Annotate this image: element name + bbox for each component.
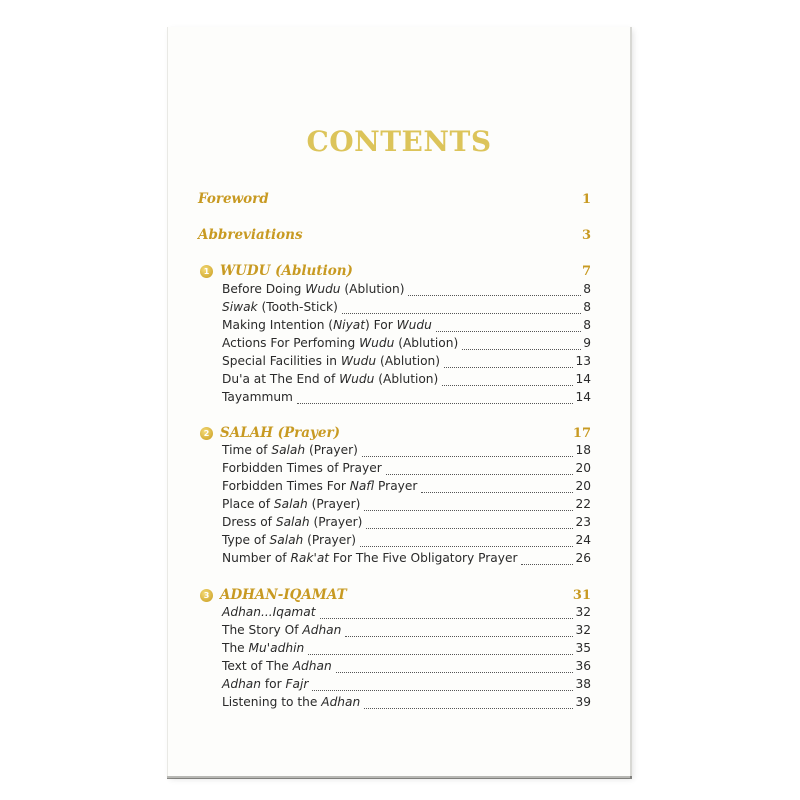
- toc-entry[interactable]: [222, 336, 591, 354]
- toc-entry-page: 22: [575, 497, 591, 511]
- toc-entry-foreword[interactable]: [198, 191, 591, 207]
- dot-leader: [297, 403, 574, 404]
- toc-entry-page: 3: [581, 227, 591, 243]
- toc-entry-label: Actions For Perfoming Wudu (Ablution): [222, 336, 459, 350]
- toc-entry-page: 8: [583, 282, 591, 296]
- dot-leader: [342, 313, 581, 314]
- toc-entry[interactable]: [222, 300, 591, 318]
- chapter-number-badge-icon: 2: [200, 427, 213, 440]
- toc-entry-page: 8: [583, 318, 591, 332]
- dot-leader: [362, 456, 574, 457]
- toc-entry-page: 24: [575, 533, 591, 547]
- toc-entry[interactable]: [222, 461, 591, 479]
- chapter-page: 31: [572, 587, 591, 603]
- dot-leader: [386, 474, 574, 475]
- toc-entry[interactable]: [222, 677, 591, 695]
- dot-leader: [360, 546, 573, 547]
- dot-leader: [312, 690, 573, 691]
- page-title: CONTENTS: [306, 125, 492, 158]
- toc-entry-label: Dress of Salah (Prayer): [222, 515, 363, 529]
- toc-entry-page: 26: [575, 551, 591, 565]
- toc-entry-label: Abbreviations: [198, 227, 303, 243]
- toc-entry-label: Text of The Adhan: [222, 659, 332, 673]
- chapter-title: SALAH (Prayer): [220, 425, 340, 441]
- toc-entry[interactable]: [222, 372, 591, 390]
- toc-entry[interactable]: [222, 354, 591, 372]
- toc-entry-label: The Story Of Adhan: [222, 623, 342, 637]
- toc-entry[interactable]: [222, 515, 591, 533]
- toc-entry-page: 8: [583, 300, 591, 314]
- dot-leader: [442, 385, 573, 386]
- toc-entry-abbreviations[interactable]: [198, 227, 591, 243]
- toc-entry[interactable]: [222, 533, 591, 551]
- chapter-entries-salah: [222, 443, 591, 569]
- toc-entry-page: 20: [575, 461, 591, 475]
- dot-leader: [462, 349, 581, 350]
- dot-leader: [366, 528, 573, 529]
- book-page: [167, 27, 630, 776]
- dot-leader: [308, 654, 573, 655]
- dot-leader: [364, 708, 573, 709]
- chapter-page: 17: [572, 425, 591, 441]
- chapter-title: ADHAN-IQAMAT: [220, 587, 347, 603]
- dot-leader: [364, 510, 573, 511]
- toc-entry[interactable]: [222, 282, 591, 300]
- toc-entry[interactable]: [222, 551, 591, 569]
- chapter-heading-adhan-iqamat[interactable]: [200, 587, 591, 603]
- toc-entry-label: Number of Rak'at For The Five Obligatory Prayer: [222, 551, 518, 565]
- toc-entry-label: Forbidden Times For Nafl Prayer: [222, 479, 418, 493]
- toc-entry[interactable]: [222, 497, 591, 515]
- toc-entry-label: Time of Salah (Prayer): [222, 443, 358, 457]
- toc-entry-page: 18: [575, 443, 591, 457]
- toc-entry-page: 20: [575, 479, 591, 493]
- toc-entry-label: Du'a at The End of Wudu (Ablution): [222, 372, 439, 386]
- toc-entry-label: Place of Salah (Prayer): [222, 497, 361, 511]
- toc-entry-label: Listening to the Adhan: [222, 695, 361, 709]
- chapter-entries-wudu: [222, 282, 591, 408]
- chapter-number-badge-icon: 3: [200, 589, 213, 602]
- toc-entry-label: Making Intention (Niyat) For Wudu: [222, 318, 432, 332]
- toc-entry[interactable]: [222, 641, 591, 659]
- dot-leader: [421, 492, 573, 493]
- toc-entry[interactable]: [222, 695, 591, 713]
- dot-leader: [320, 618, 574, 619]
- toc-entry[interactable]: [222, 390, 591, 408]
- toc-entry-label: Type of Salah (Prayer): [222, 533, 357, 547]
- dot-leader: [521, 564, 573, 565]
- toc-entry-page: 35: [575, 641, 591, 655]
- toc-entry-page: 14: [575, 372, 591, 386]
- dot-leader: [336, 672, 574, 673]
- toc-entry-label: Adhan for Fajr: [222, 677, 309, 691]
- toc-entry-label: Tayammum: [222, 390, 293, 404]
- toc-entry-page: 36: [575, 659, 591, 673]
- toc-entry[interactable]: [222, 479, 591, 497]
- chapter-page: 7: [581, 263, 591, 279]
- toc-entry-label: Foreword: [198, 191, 269, 207]
- toc-entry-label: Siwak (Tooth-Stick): [222, 300, 338, 314]
- toc-entry-label: The Mu'adhin: [222, 641, 305, 655]
- dot-leader: [345, 636, 573, 637]
- toc-entry-page: 23: [575, 515, 591, 529]
- toc-entry-page: 14: [575, 390, 591, 404]
- chapter-heading-wudu[interactable]: [200, 263, 591, 279]
- toc-entry-page: 38: [575, 677, 591, 691]
- dot-leader: [436, 331, 581, 332]
- toc-entry-page: 13: [575, 354, 591, 368]
- chapter-title: WUDU (Ablution): [220, 263, 353, 279]
- toc-entry-label: Special Facilities in Wudu (Ablution): [222, 354, 441, 368]
- chapter-number-badge-icon: 1: [200, 265, 213, 278]
- toc-entry-label: Forbidden Times of Prayer: [222, 461, 382, 475]
- dot-leader: [444, 367, 573, 368]
- toc-entry-page: 39: [575, 695, 591, 709]
- toc-entry[interactable]: [222, 443, 591, 461]
- toc-entry-page: 9: [583, 336, 591, 350]
- toc-entry-label: Adhan...Iqamat: [222, 605, 316, 619]
- toc-entry[interactable]: [222, 659, 591, 677]
- toc-entry-page: 1: [581, 191, 591, 207]
- toc-entry-page: 32: [575, 623, 591, 637]
- toc-entry[interactable]: [222, 605, 591, 623]
- toc-entry[interactable]: [222, 318, 591, 336]
- chapter-entries-adhan-iqamat: [222, 605, 591, 713]
- dot-leader: [408, 295, 581, 296]
- chapter-heading-salah[interactable]: [200, 425, 591, 441]
- toc-entry-page: 32: [575, 605, 591, 619]
- toc-entry-label: Before Doing Wudu (Ablution): [222, 282, 405, 296]
- toc-entry[interactable]: [222, 623, 591, 641]
